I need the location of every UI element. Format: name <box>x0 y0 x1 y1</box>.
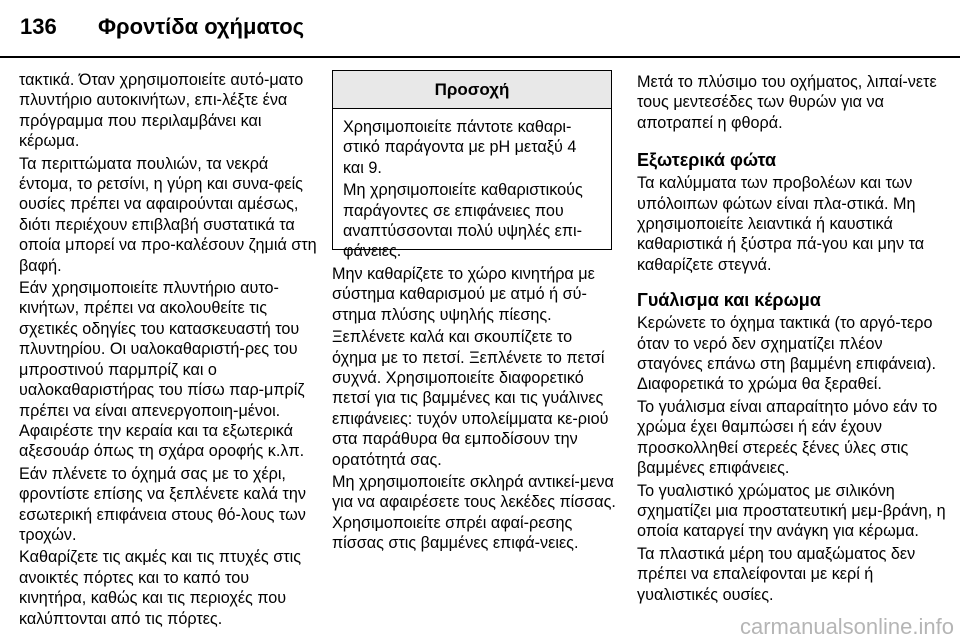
paragraph: τακτικά. Όταν χρησιμοποιείτε αυτό-ματο πλυντήριο αυτοκινήτων, επι-λέξτε ένα πρόγραμμα που περιλαμβάνει και κέρωμα. <box>19 71 304 151</box>
paragraph: Εάν πλένετε το όχημά σας με το χέρι, φροντίστε επίσης να ξεπλένετε καλά την εσωτερική επιφάνεια στους θό-λους των τροχών. <box>19 464 306 544</box>
caution-box <box>332 70 612 261</box>
paragraph: Τα πλαστικά μέρη του αμαξώματος δεν πρέπει να επαλείφονται με κερί ή γυαλιστικές ουσίες. <box>637 544 916 604</box>
paragraph: Μην καθαρίζετε το χώρο κινητήρα με σύστημα καθαρισμού με ατμό ή σύ-στημα πλύσης υψηλής πίεσης. <box>332 265 595 324</box>
paragraph: Μη χρησιμοποιείτε σκληρά αντικεί-μενα για να αφαιρέσετε τους λεκέδες πίσσας. Χρησιμοποιείτε σπρέι αφαί-ρεσης πίσσας στις βαμμένες επιφά-νειες. <box>332 473 616 553</box>
paragraph: Μετά το πλύσιμο του οχήματος, λιπαί-νετε τους μεντεσέδες των θυρών για να αποτραπεί η φθορά. <box>637 73 937 132</box>
caution-heading: Προσοχή <box>333 71 611 109</box>
paragraph: Κερώνετε το όχημα τακτικά (το αργό-τερο όταν το νερό δεν σχηματίζει πλέον σταγόνες επάνω στη βαμμένη επιφάνεια). Διαφορετικά το χρώμα θα ξεραθεί. <box>637 314 936 394</box>
paragraph: Εάν χρησιμοποιείτε πλυντήριο αυτο-κινήτων, πρέπει να ακολουθείτε τις σχετικές οδηγίες του κατασκευαστή του πλυντηρίου. Οι υαλοκαθαριστή-ρες του μπροστινού παρμπρίζ και ο υαλοκαθαριστήρας του πίσω παρ-μπρίζ πρέπει να είναι απενεργοποιη-μένοι. Αφαιρέστε την κεραία και τα εξωτερικά αξεσουάρ όπως τη σχάρα οροφής κ.λπ. <box>19 279 305 461</box>
paragraph: Τα περιττώματα πουλιών, τα νεκρά έντομα, το ρετσίνι, η γύρη και συνα-φείς ουσίες πρέπει να αφαιρούνται αμέσως, διότι περιέχουν επιβλαβή συστατικά τα οποία μπορεί να προ-καλέσουν ζημιά στη βαφή. <box>19 154 317 275</box>
page-number: 136 <box>20 14 57 39</box>
header-divider <box>0 56 960 58</box>
caution-paragraph: Μη χρησιμοποιείτε καθαριστικούς παράγοντες σε επιφάνειες που αναπτύσσονται πολύ υψηλές επι-φάνειες. <box>343 181 583 261</box>
paragraph: Το γυάλισμα είναι απαραίτητο μόνο εάν το χρώμα έχει θαμπώσει ή εάν έχουν προσκολληθεί στερεές ξένες ύλες στις βαμμένες επιφάνειες. <box>637 397 938 478</box>
page-title: Φροντίδα οχήματος <box>98 14 305 39</box>
section-heading-polishing: Γυάλισμα και κέρωμα <box>637 290 821 311</box>
paragraph: Ξεπλένετε καλά και σκουπίζετε το όχημα με το πετσί. Ξεπλένετε το πετσί συχνά. Χρησιμοποιείτε διαφορετικό πετσί για τις βαμμένες και τις γυάλινες επιφάνειες: τυχόν υπολείμματα κε-ριού στα παράθυρα θα εμποδίσουν την ορατότητά σας. <box>332 328 609 469</box>
watermark: carmanualsonline.info <box>739 614 954 639</box>
caution-paragraph: Χρησιμοποιείτε πάντοτε καθαρι-στικό παράγοντα με pH μεταξύ 4 και 9. <box>343 118 577 177</box>
section-heading-exterior-lights: Εξωτερικά φώτα <box>637 150 777 171</box>
paragraph: Το γυαλιστικό χρώματος με σιλικόνη σχηματίζει μια προστατευτική μεμ-βράνη, η οποία καταργεί την ανάγκη για κέρωμα. <box>637 481 946 541</box>
right-column <box>637 72 947 607</box>
paragraph: Καθαρίζετε τις ακμές και τις πτυχές στις ανοικτές πόρτες και το καπό του κινητήρα, καθώς και τις περιοχές που καλύπτονται από τις πόρτες. <box>19 548 302 628</box>
paragraph: Τα καλύμματα των προβολέων και των υπόλοιπων φώτων είναι πλα-στικά. Μη χρησιμοποιείτε λειαντικά ή καυστικά καθαριστικά ή ξύστρα πά-γου και μην τα καθαρίζετε στεγνά. <box>637 174 925 274</box>
page-header <box>0 0 960 60</box>
middle-column <box>332 264 617 556</box>
caution-body <box>333 109 611 262</box>
left-column <box>19 70 319 631</box>
